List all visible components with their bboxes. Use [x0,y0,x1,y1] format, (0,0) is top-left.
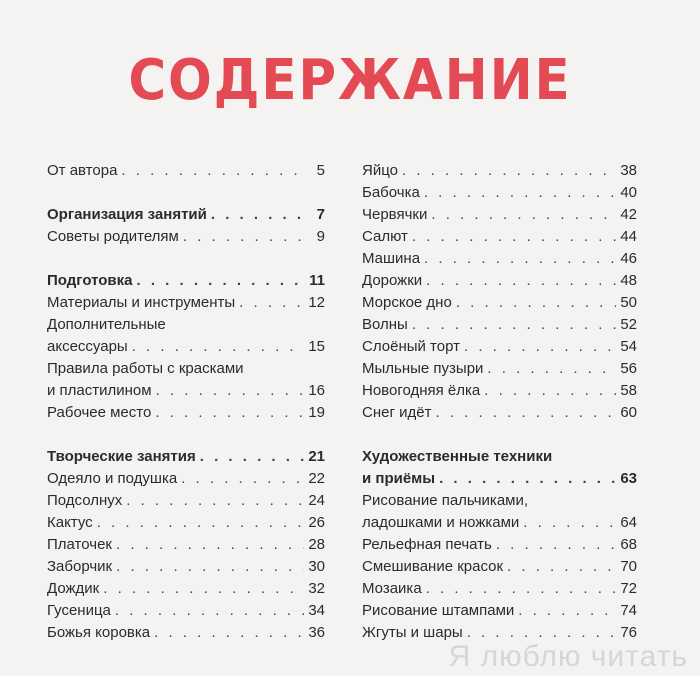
toc-entry [362,336,637,358]
toc-entry-label: Платочек [47,536,112,553]
toc-entry-label: Гусеница [47,602,111,619]
dot-leader [496,534,616,556]
toc-entry [362,204,637,226]
dot-leader [121,160,307,182]
toc-entry [362,160,637,182]
dot-leader [412,226,616,248]
toc-entry-label: Кактус [47,514,93,531]
toc-entry [47,446,325,468]
toc-entry-label: Морское дно [362,294,452,311]
dot-leader [402,160,616,182]
toc-entry-label: Рабочее место [47,404,152,421]
toc-page-number: 63 [620,470,637,487]
dot-leader [507,556,616,578]
dot-leader [103,578,304,600]
toc-page-number: 58 [620,382,637,399]
dot-leader [464,336,616,358]
toc-entry [362,358,637,380]
toc-entry-label: Рисование пальчиками, [362,492,529,509]
toc-entry [362,600,637,622]
toc-page-number: 76 [620,624,637,641]
toc-entry-label: Салют [362,228,408,245]
toc-entry [362,556,637,578]
toc-entry [362,380,637,402]
dot-leader [116,556,304,578]
dot-leader [518,600,616,622]
dot-leader [115,600,304,622]
toc-entry [362,182,637,204]
toc-entry-label: Заборчик [47,558,113,575]
toc-page-number: 36 [308,624,325,641]
toc-page-number: 5 [316,162,325,179]
dot-leader [412,314,616,336]
toc-entry-label: Божья коровка [47,624,151,641]
toc-entry-label: Слоёный торт [362,338,460,355]
toc-entry-label: Жгуты и шары [362,624,463,641]
toc-entry-label: Смешивание красок [362,558,504,575]
dot-leader [523,512,616,534]
toc-entry [362,248,637,270]
toc-entry [47,292,325,314]
toc-entry [47,556,325,578]
toc-entry-label: Творческие занятия [47,448,196,465]
toc-page-number: 56 [620,360,637,377]
toc-page-number: 50 [620,294,637,311]
toc-entry [47,160,325,182]
dot-leader [181,468,304,490]
watermark: Я люблю читать [448,640,688,673]
dot-leader [484,380,616,402]
toc-page-number: 46 [620,250,637,267]
dot-leader [132,336,305,358]
dot-leader [439,468,616,490]
toc-entry [362,512,637,534]
dot-leader [426,578,617,600]
dot-leader [431,204,616,226]
toc-entry-label: Машина [362,250,421,267]
toc-entry-label: Подготовка [47,272,133,289]
toc-page-number: 32 [308,580,325,597]
toc-entry-label: Подсолнух [47,492,123,509]
toc-entry-label: Мозаика [362,580,422,597]
toc-entry-label: Дождик [47,580,100,597]
dot-leader [137,270,306,292]
dot-leader [211,204,307,226]
toc-page-number: 24 [308,492,325,509]
dot-leader [156,380,305,402]
toc-entry-label: аксессуары [47,338,128,355]
toc-entry-label: От автора [47,162,118,179]
toc-page-number: 34 [308,602,325,619]
toc-entry-label: Рисование штампами [362,602,515,619]
toc-entry [47,468,325,490]
toc-entry-label: Червячки [362,206,428,223]
toc-entry-label: Организация занятий [47,206,207,223]
toc-page-number: 40 [620,184,637,201]
toc-entry [47,270,325,292]
dot-leader [239,292,304,314]
dot-leader [487,358,616,380]
toc-page-number: 48 [620,272,637,289]
toc-page-number: 70 [620,558,637,575]
toc-entry-label: Рельефная печать [362,536,492,553]
toc-entry [47,490,325,512]
toc-entry [47,380,325,402]
toc-entry [362,402,637,424]
dot-leader [116,534,304,556]
toc-entry [362,468,637,490]
toc-entry-label: Волны [362,316,408,333]
toc-page-number: 74 [620,602,637,619]
dot-leader [435,402,616,424]
toc-page-number: 22 [308,470,325,487]
toc-entry-label: Правила работы с красками [47,360,244,377]
toc-entry [47,600,325,622]
toc-entry-label: Художественные техники [362,448,553,465]
dot-leader [424,182,616,204]
toc-page-number: 11 [309,272,325,289]
toc-entry-label: Новогодняя ёлка [362,382,481,399]
toc-page-number: 52 [620,316,637,333]
page-title: СОДЕРЖАНИЕ [128,48,572,113]
toc-page-number: 64 [620,514,637,531]
toc-entry-label: Снег идёт [362,404,432,421]
toc-entry-label: Мыльные пузыри [362,360,484,377]
toc-entry [362,534,637,556]
toc-page-number: 16 [308,382,325,399]
toc-entry [47,512,325,534]
toc-page-number: 38 [620,162,637,179]
dot-leader [200,446,305,468]
dot-leader [456,292,617,314]
toc-entry-label: ладошками и ножками [362,514,520,531]
toc-entry-label: Дополнительные [47,316,166,333]
toc-page-number: 21 [308,448,325,465]
toc-entry [47,402,325,424]
toc-page-number: 72 [620,580,637,597]
toc-entry [47,204,325,226]
toc-entry [362,578,637,600]
toc-page-number: 15 [308,338,325,355]
toc-page-number: 42 [620,206,637,223]
toc-page-number: 54 [620,338,637,355]
toc-entry-label: Дорожки [362,272,423,289]
toc-page-number: 44 [620,228,637,245]
toc-page-number: 30 [308,558,325,575]
toc-entry [47,336,325,358]
toc-entry [47,622,325,644]
toc-page-number: 9 [316,228,325,245]
dot-leader [155,402,304,424]
dot-leader [97,512,305,534]
toc-entry-label: и приёмы [362,470,436,487]
dot-leader [126,490,304,512]
toc-page-number: 28 [308,536,325,553]
toc-entry [362,292,637,314]
toc-entry [362,226,637,248]
toc-page-number: 7 [316,206,325,223]
toc-page-number: 26 [308,514,325,531]
dot-leader [424,248,616,270]
toc-entry [47,226,325,248]
toc-entry-label: Советы родителям [47,228,179,245]
toc-entry-label: Яйцо [362,162,398,179]
toc-page-number: 19 [308,404,325,421]
dot-leader [426,270,616,292]
toc-entry-label: и пластилином [47,382,152,399]
toc-page-number: 68 [620,536,637,553]
toc-entry [362,314,637,336]
toc-page-number: 60 [620,404,637,421]
dot-leader [183,226,307,248]
toc-entry [47,534,325,556]
dot-leader [154,622,304,644]
toc-entry-label: Одеяло и подушка [47,470,178,487]
toc-entry [362,270,637,292]
toc-entry [47,578,325,600]
toc-page-number: 12 [308,294,325,311]
toc-entry-label: Материалы и инструменты [47,294,236,311]
toc-entry-label: Бабочка [362,184,420,201]
